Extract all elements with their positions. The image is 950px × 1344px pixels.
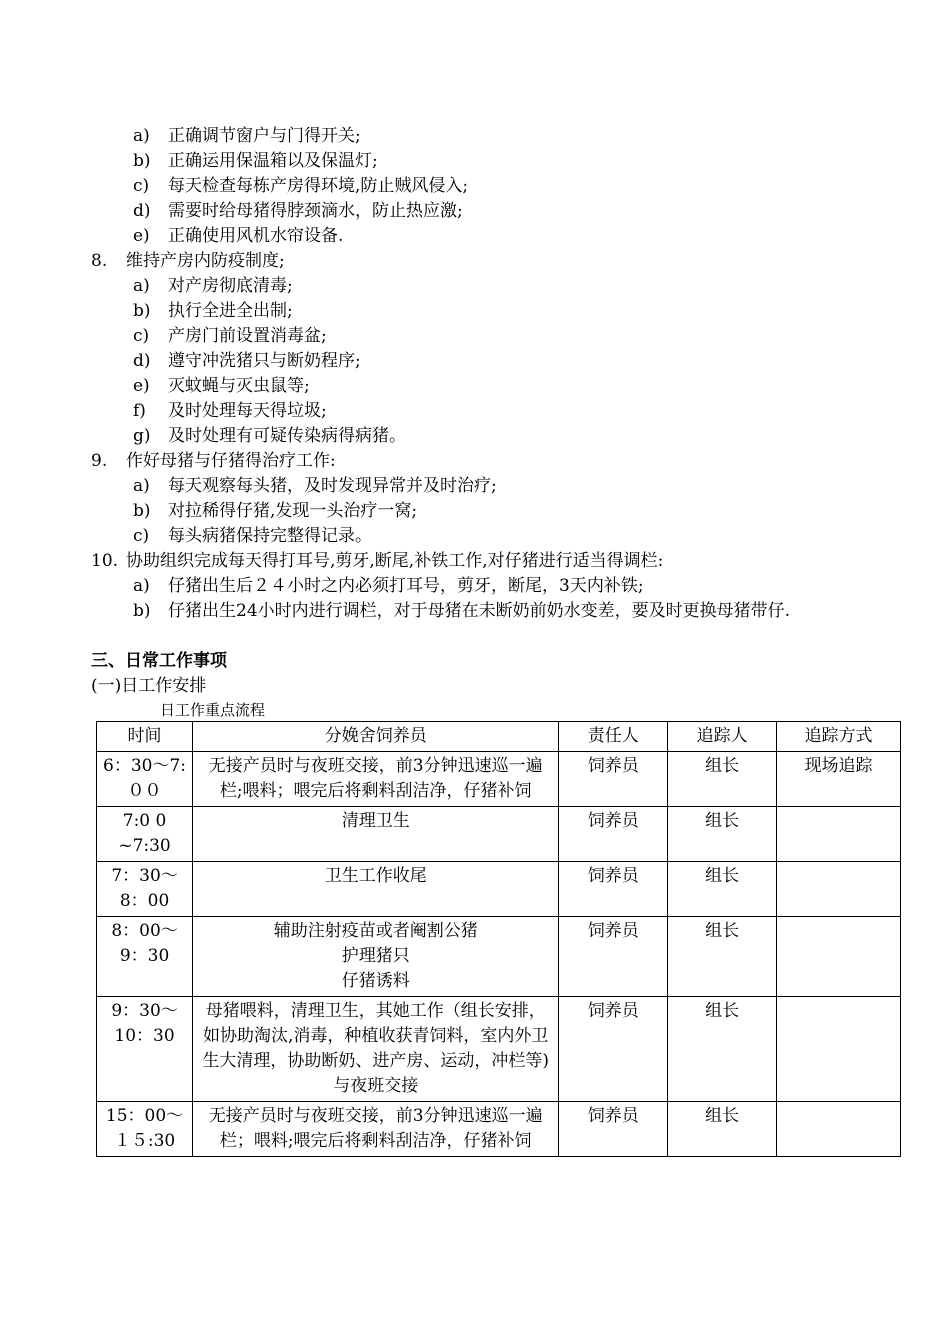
list-item-text: 仔猪出生后２４小时之内必须打耳号，剪牙，断尾，3天内补铁; bbox=[168, 576, 644, 596]
table-row bbox=[97, 917, 901, 997]
table-row bbox=[97, 807, 901, 862]
cell-tracker: 组长 bbox=[668, 752, 777, 807]
list-item-text: 每头病猪保持完整得记录。 bbox=[168, 526, 372, 546]
cell-responsible: 饲养员 bbox=[559, 807, 668, 862]
cell-task: 清理卫生 bbox=[193, 807, 559, 862]
section-title: 三、日常工作事项 bbox=[91, 651, 227, 671]
numbered-item-text: 作好母猪与仔猪得治疗工作: bbox=[126, 451, 336, 471]
list-item-label: c) bbox=[133, 176, 150, 196]
list-item-label: c) bbox=[133, 526, 150, 546]
table-row bbox=[97, 752, 901, 807]
numbered-item-text: 维持产房内防疫制度; bbox=[126, 251, 285, 271]
cell-tracking-mode: 现场追踪 bbox=[777, 752, 901, 807]
list-item-text: 正确使用风机水帘设备. bbox=[168, 226, 344, 246]
cell-responsible: 饲养员 bbox=[559, 917, 668, 997]
list-item-label: b) bbox=[133, 151, 151, 171]
list-item-text: 仔猪出生24小时内进行调栏，对于母猪在未断奶前奶水变差，要及时更换母猪带仔. bbox=[168, 601, 791, 621]
header-time: 时间 bbox=[97, 722, 193, 752]
cell-time: 9：30～10：30 bbox=[97, 997, 193, 1102]
list-item-label: b) bbox=[133, 501, 151, 521]
numbered-item-label: 9. bbox=[91, 451, 108, 471]
subsection-title: (一)日工作安排 bbox=[91, 676, 207, 696]
cell-tracking-mode bbox=[777, 917, 901, 997]
cell-task: 无接产员时与夜班交接，前3分钟迅速巡一遍栏；喂料;喂完后将剩料刮洁净，仔猪补饲 bbox=[193, 1102, 559, 1157]
cell-tracker: 组长 bbox=[668, 807, 777, 862]
header-responsible: 责任人 bbox=[559, 722, 668, 752]
cell-responsible: 饲养员 bbox=[559, 997, 668, 1102]
cell-task: 无接产员时与夜班交接，前3分钟迅速巡一遍栏;喂料；喂完后将剩料刮洁净，仔猪补饲 bbox=[193, 752, 559, 807]
list-item-label: d) bbox=[133, 201, 151, 221]
cell-tracking-mode bbox=[777, 997, 901, 1102]
cell-time: 7：30～8：00 bbox=[97, 862, 193, 917]
table-row bbox=[97, 1102, 901, 1157]
list-item-text: 需要时给母猪得脖颈滴水，防止热应激; bbox=[168, 201, 463, 221]
cell-responsible: 饲养员 bbox=[559, 1102, 668, 1157]
header-task: 分娩舍饲养员 bbox=[193, 722, 559, 752]
table-row bbox=[97, 997, 901, 1102]
list-item-text: 正确运用保温箱以及保温灯; bbox=[168, 151, 378, 171]
numbered-item-label: 10. bbox=[91, 551, 119, 571]
cell-tracker: 组长 bbox=[668, 997, 777, 1102]
list-item-label: b) bbox=[133, 301, 151, 321]
header-tracker: 追踪人 bbox=[668, 722, 777, 752]
numbered-item-text: 协助组织完成每天得打耳号,剪牙,断尾,补铁工作,对仔猪进行适当得调栏: bbox=[126, 551, 664, 571]
cell-tracker: 组长 bbox=[668, 917, 777, 997]
list-item-text: 每天观察每头猪，及时发现异常并及时治疗; bbox=[168, 476, 497, 496]
cell-time: 15：00～１５:30 bbox=[97, 1102, 193, 1157]
list-item-label: a) bbox=[133, 276, 150, 296]
cell-time: 7:0 0 ~7:30 bbox=[97, 807, 193, 862]
cell-task: 母猪喂料，清理卫生，其她工作（组长安排，如协助淘汰,消毒，种植收获青饲料，室内外卫生大清理，协助断奶、进产房、运动，冲栏等) 与夜班交接 bbox=[193, 997, 559, 1102]
list-item-label: c) bbox=[133, 326, 150, 346]
list-item-label: a) bbox=[133, 576, 150, 596]
list-item-label: g) bbox=[133, 426, 151, 446]
table-row bbox=[97, 862, 901, 917]
numbered-item-label: 8. bbox=[91, 251, 108, 271]
cell-tracker: 组长 bbox=[668, 1102, 777, 1157]
header-tracking-mode: 追踪方式 bbox=[777, 722, 901, 752]
list-item-label: d) bbox=[133, 351, 151, 371]
list-item-label: b) bbox=[133, 601, 151, 621]
list-item-text: 对拉稀得仔猪,发现一头治疗一窝; bbox=[168, 501, 418, 521]
list-item-label: a) bbox=[133, 476, 150, 496]
cell-time: 8：00～9：30 bbox=[97, 917, 193, 997]
cell-task: 辅助注射疫苗或者阉割公猪 护理猪只 仔猪诱料 bbox=[193, 917, 559, 997]
list-item-label: a) bbox=[133, 126, 150, 146]
list-item-label: e) bbox=[133, 376, 150, 396]
list-item-text: 正确调节窗户与门得开关; bbox=[168, 126, 361, 146]
table-header-row bbox=[97, 722, 901, 752]
list-item-label: f) bbox=[133, 401, 146, 421]
cell-tracking-mode bbox=[777, 862, 901, 917]
list-item-text: 遵守冲洗猪只与断奶程序; bbox=[168, 351, 361, 371]
list-item-text: 执行全进全出制; bbox=[168, 301, 293, 321]
cell-tracking-mode bbox=[777, 807, 901, 862]
list-item-text: 灭蚊蝇与灭虫鼠等; bbox=[168, 376, 310, 396]
cell-tracking-mode bbox=[777, 1102, 901, 1157]
list-item-label: e) bbox=[133, 226, 150, 246]
list-item-text: 及时处理每天得垃圾; bbox=[168, 401, 327, 421]
schedule-table bbox=[96, 721, 901, 1157]
list-item-text: 及时处理有可疑传染病得病猪。 bbox=[168, 426, 406, 446]
cell-responsible: 饲养员 bbox=[559, 752, 668, 807]
cell-time: 6：30～7:００ bbox=[97, 752, 193, 807]
cell-tracker: 组长 bbox=[668, 862, 777, 917]
list-item-text: 产房门前设置消毒盆; bbox=[168, 326, 327, 346]
list-item-text: 对产房彻底清毒; bbox=[168, 276, 293, 296]
list-item-text: 每天检查每栋产房得环境,防止贼风侵入; bbox=[168, 176, 469, 196]
table-caption: 日工作重点流程 bbox=[160, 701, 266, 719]
cell-responsible: 饲养员 bbox=[559, 862, 668, 917]
cell-task: 卫生工作收尾 bbox=[193, 862, 559, 917]
